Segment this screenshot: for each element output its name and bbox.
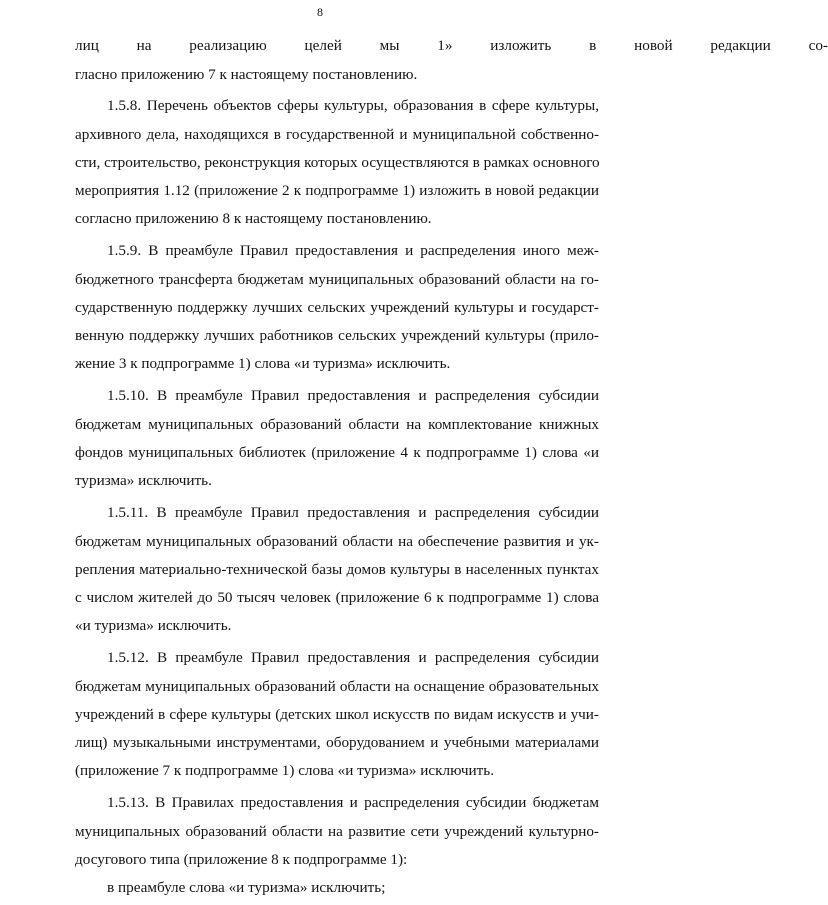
text-line: в преамбуле слова «и туризма» исключить; — [107, 879, 386, 896]
text-line: сти, строительство, реконструкция которых осуществляются в рамках основного — [75, 154, 600, 171]
text-line: бюджетам муниципальных образований области на комплектование книжных — [75, 416, 599, 433]
text-line: бюджетам муниципальных образований области на обеспечение развития и ук- — [75, 533, 599, 550]
paragraph-1-5-10-line: 1.5.10. В преамбуле Правил предоставления и распределения субсидии — [107, 387, 599, 404]
text-line: досугового типа (приложение 8 к подпрограмме 1): — [75, 851, 408, 868]
text-line: сударственную поддержку лучших сельских учреждений культуры и государст- — [75, 299, 599, 316]
text-line: согласно приложению 8 к настоящему постановлению. — [75, 210, 432, 227]
paragraph-1-5-13-line: 1.5.13. В Правилах предоставления и распределения субсидии бюджетам — [107, 794, 599, 811]
text-line: с числом жителей до 50 тысяч человек (приложение 6 к подпрограмме 1) слова — [75, 589, 599, 606]
paragraph-1-5-8-line: 1.5.8. Перечень объектов сферы культуры, образования в сфере культуры, — [107, 97, 599, 114]
text-line: венную поддержку лучших работников сельских учреждений культуры (прило- — [75, 327, 599, 344]
text-line: бюджетам муниципальных образований области на оснащение образовательных — [75, 678, 599, 695]
text-line: репления материально-технической базы домов культуры в населенных пунктах — [75, 561, 599, 578]
text-line: фондов муниципальных библиотек (приложение 4 к подпрограмме 1) слова «и — [75, 444, 599, 461]
paragraph-1-5-12-line: 1.5.12. В преамбуле Правил предоставления и распределения субсидии — [107, 649, 599, 666]
paragraph-1-5-9-line: 1.5.9. В преамбуле Правил предоставления и распределения иного меж- — [107, 242, 599, 259]
text-line: лиц на реализацию целей мы 1» изложить в новой редакции со- — [75, 37, 828, 54]
text-line: учреждений в сфере культуры (детских школ искусств по видам искусств и учи- — [75, 706, 599, 723]
page-number: 8 — [317, 5, 323, 19]
text-line: бюджетного трансферта бюджетам муниципальных образований области на го- — [75, 271, 599, 288]
text-line: мероприятия 1.12 (приложение 2 к подпрограмме 1) изложить в новой редакции — [75, 182, 599, 199]
text-line: муниципальных образований области на развитие сети учреждений культурно- — [75, 823, 599, 840]
text-line: архивного дела, находящихся в государственной и муниципальной собственно- — [75, 126, 599, 143]
text-line: гласно приложению 7 к настоящему постановлению. — [75, 66, 418, 83]
text-line: жение 3 к подпрограмме 1) слова «и туризма» исключить. — [75, 355, 451, 372]
paragraph-1-5-11-line: 1.5.11. В преамбуле Правил предоставления и распределения субсидии — [107, 504, 599, 521]
text-line: «и туризма» исключить. — [75, 617, 232, 634]
text-line: (приложение 7 к подпрограмме 1) слова «и туризма» исключить. — [75, 762, 495, 779]
text-line: лищ) музыкальными инструментами, оборудованием и учебными материалами — [75, 734, 599, 751]
text-line: туризма» исключить. — [75, 472, 212, 489]
